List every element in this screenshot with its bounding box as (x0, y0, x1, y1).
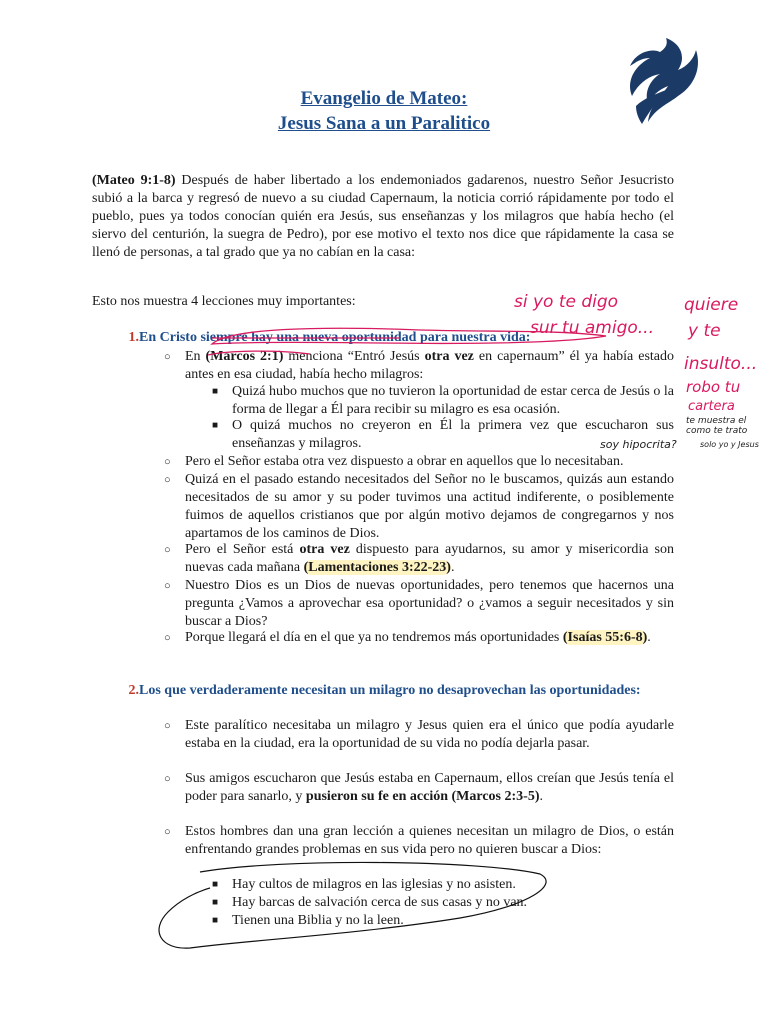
handwritten-note: insulto... (684, 354, 758, 374)
document-subtitle: Jesus Sana a un Paralitico (277, 113, 491, 134)
item-text: En (185, 349, 206, 364)
item-text: O quizá muchos no creyeron en Él la primera vez que escucharon sus enseñanzas y milagros. (232, 418, 674, 451)
section-2-number: 2. (128, 683, 139, 698)
handwritten-note: y te (688, 321, 721, 341)
sub-list-item (212, 912, 674, 930)
handwritten-note: sur tu amigo... (530, 318, 654, 338)
scripture-reference: (Lamentaciones 3:22-23) (303, 560, 451, 575)
bullet-circle-icon: ○ (164, 544, 171, 556)
bullet-square-icon: ■ (212, 897, 219, 908)
list-item (164, 717, 674, 753)
item-text: menciona “Entró Jesús (283, 349, 425, 364)
item-text: Porque llegará el día en el que ya no tendremos más oportunidades (185, 630, 563, 645)
section-1-title: En Cristo siempre hay una nueva oportunidad para nuestra vida: (139, 330, 531, 345)
list-item (164, 823, 674, 859)
item-text: Hay cultos de milagros en las iglesias y no asisten. (232, 877, 516, 892)
item-text: Este paralítico necesitaba un milagro y Jesus quien era el único que podía ayudarle estaba en la ciudad, era la oportunidad de su vida no podía dejarla pasar. (185, 718, 674, 751)
scripture-reference: (Isaías 55:6-8) (562, 630, 648, 645)
handwritten-note: robo tu (686, 378, 741, 396)
sub-list-item (212, 383, 674, 419)
intro-paragraph (92, 172, 674, 262)
item-text: Pero el Señor estaba otra vez dispuesto a obrar en aquellos que lo necesitaban. (185, 454, 624, 469)
item-text: Estos hombres dan una gran lección a quienes necesitan un milagro de Dios, o están enfrentando grandes problemas en sus vida pero no quieren buscar a Dios: (185, 824, 674, 857)
bullet-circle-icon: ○ (164, 773, 171, 785)
document-title: Evangelio de Mateo: (300, 88, 468, 109)
item-text: . (450, 560, 455, 575)
sub-list-item (212, 894, 674, 912)
emphasis-text: otra vez (299, 542, 350, 557)
bullet-square-icon: ■ (212, 879, 219, 890)
bullet-circle-icon: ○ (164, 720, 171, 732)
sub-list-item (212, 876, 674, 894)
bullet-square-icon: ■ (212, 915, 219, 926)
list-item (164, 577, 674, 631)
list-item (164, 541, 674, 577)
bullet-square-icon: ■ (212, 386, 219, 397)
item-text: Nuestro Dios es un Dios de nuevas oportunidades, pero tenemos que hacernos una pregunta ¿Vamos a aprovechar esa oportunidad? o ¿vamos a seguir necesitados y sin buscar a Dios? (185, 578, 674, 629)
item-text: dispuesto para ayudarnos, su amor y misericordia son nuevas cada mañana (185, 542, 674, 575)
handwritten-note: quiere (684, 295, 739, 315)
list-item (164, 453, 674, 471)
bullet-circle-icon: ○ (164, 826, 171, 838)
handwritten-note: cartera (688, 399, 735, 414)
item-text: en capernaum” él ya había estado antes en esa ciudad, había hecho milagros: (185, 349, 675, 382)
handwritten-note: si yo te digo (514, 292, 619, 312)
item-text: Pero el Señor está (185, 542, 300, 557)
bullet-square-icon: ■ (212, 420, 219, 431)
handwritten-note: soy hipocrita? (600, 438, 677, 451)
list-item (164, 629, 674, 647)
item-text: . (539, 789, 543, 804)
bullet-circle-icon: ○ (164, 580, 171, 592)
handwritten-note: como te trato (686, 426, 748, 436)
intro-reference: (Mateo 9:1-8) (92, 173, 176, 188)
section-2-heading (92, 682, 674, 718)
scripture-reference: (Marcos 2:1) (205, 349, 284, 364)
bullet-circle-icon: ○ (164, 474, 171, 486)
list-item (164, 471, 674, 543)
bullet-circle-icon: ○ (164, 632, 171, 644)
item-text: Quizá en el pasado estando necesitados del Señor no le buscamos, quizás aun estando necesitados de su amor y su poder tuvimos una actitud indiferente, o posiblemente fuimos de aquellos cristianos que por algún motivo dejamos de congregarnos y nos apartamos de los caminos de Dios. (185, 472, 674, 541)
item-text: Tienen una Biblia y no la leen. (232, 913, 404, 928)
emphasis-text: pusieron su fe en acción (Marcos 2:3-5) (305, 789, 540, 804)
section-2-title: Los que verdaderamente necesitan un milagro no desaprovechan las oportunidades: (139, 683, 641, 698)
item-text: Sus amigos escucharon que Jesús estaba en Capernaum, ellos creían que Jesús tenía el poder para sanarlo, y (185, 771, 674, 804)
section-1-number: 1. (128, 330, 139, 345)
intro-text: Después de haber libertado a los endemoniados gadarenos, nuestro Señor Jesucristo subió a la barca y regresó de nuevo a su ciudad Capernaum, la noticia corrió rápidamente por todo el pueblo, pues ya todos conocían quién era Jesús, sus enseñanzas y los milagros que había hecho (el siervo del centurión, la suegra de Pedro), por ese motivo el texto nos dice que rápidamente la casa se llenó de personas, a tal grado que ya no cabían en la casa: (92, 173, 674, 260)
item-text: Quizá hubo muchos que no tuvieron la oportunidad de estar cerca de Jesús o la forma de llegar a Él para recibir su milagro es esa ocasión. (232, 384, 674, 417)
item-text: . (647, 630, 651, 645)
emphasis-text: otra vez (424, 349, 474, 364)
bullet-circle-icon: ○ (164, 351, 171, 363)
list-item (164, 770, 674, 806)
handwritten-note: solo yo y Jesus (700, 440, 759, 449)
handwritten-note: te muestra el (686, 416, 747, 426)
item-text: Hay barcas de salvación cerca de sus casas y no van. (232, 895, 528, 910)
bullet-circle-icon: ○ (164, 456, 171, 468)
list-item (164, 348, 675, 384)
lessons-intro: Esto nos muestra 4 lecciones muy importantes: (92, 294, 356, 309)
